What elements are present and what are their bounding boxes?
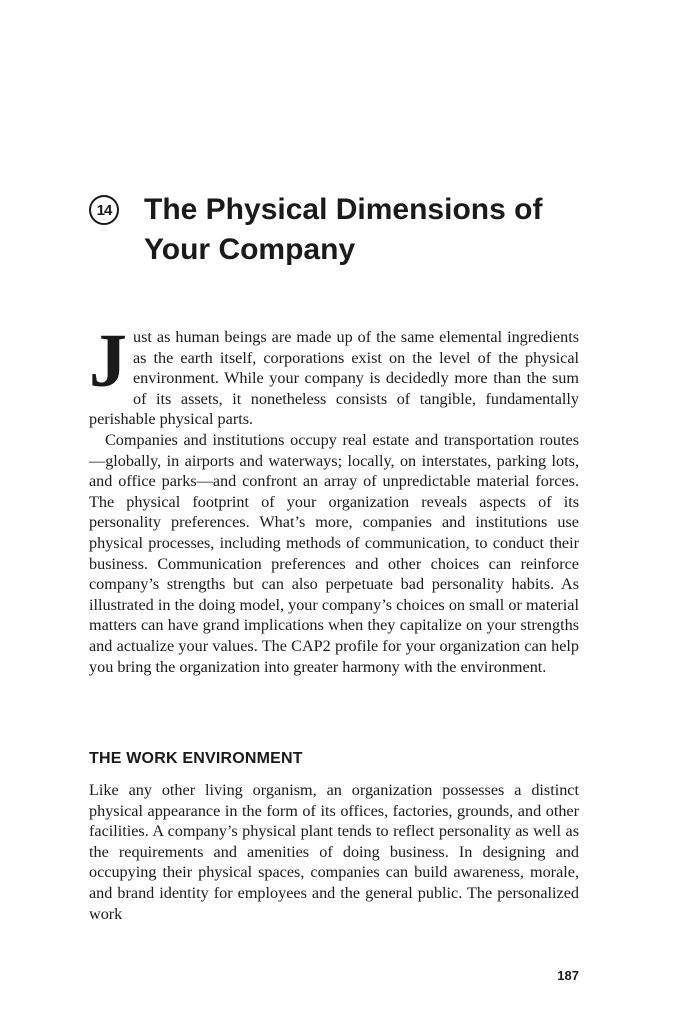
chapter-number-badge: 14 xyxy=(89,195,119,225)
intro-paragraph-1-text: ust as human beings are made up of the same elemental ingredients as the earth itself, corporations exist on the level of the physical environment. While your company is decidedly more than the sum of its assets, it nonetheless consists of tangible, fundamentally perishable physical parts. xyxy=(89,328,579,429)
section-paragraph: Like any other living organism, an organization possesses a distinct physical appearance in the form of its offices, factories, grounds, and other facilities. A company’s physical plant tends to reflect personality as well as the requirements and amenities of doing business. In designing and occupying their physical spaces, companies can build awareness, morale, and brand identity for employees and the general public. The personalized work xyxy=(89,781,579,923)
section-text xyxy=(89,780,579,924)
section-heading: THE WORK ENVIRONMENT xyxy=(89,750,303,767)
intro-text xyxy=(89,319,579,677)
intro-paragraph-1 xyxy=(89,319,579,430)
page-number: 187 xyxy=(557,968,579,983)
intro-paragraph-2: Companies and institutions occupy real estate and transportation routes—globally, in airports and waterways; locally, on interstates, parking lots, and office parks—and confront an array of unpredictable material forces. The physical footprint of your organization reveals aspects of its personality preferences. What’s more, companies and institutions use physical processes, including methods of communication, to conduct their business. Communication preferences and other choices can reinforce company’s strengths but can also perpetuate bad personality habits. As illustrated in the doing model, your company’s choices on small or material matters can have grand implications when they capitalize on your strengths and actualize your values. The CAP2 profile for your organization can help you bring the organization into greater harmony with the environment. xyxy=(89,430,579,676)
drop-cap: J xyxy=(89,319,127,403)
chapter-title: The Physical Dimensions of Your Company xyxy=(144,193,543,266)
